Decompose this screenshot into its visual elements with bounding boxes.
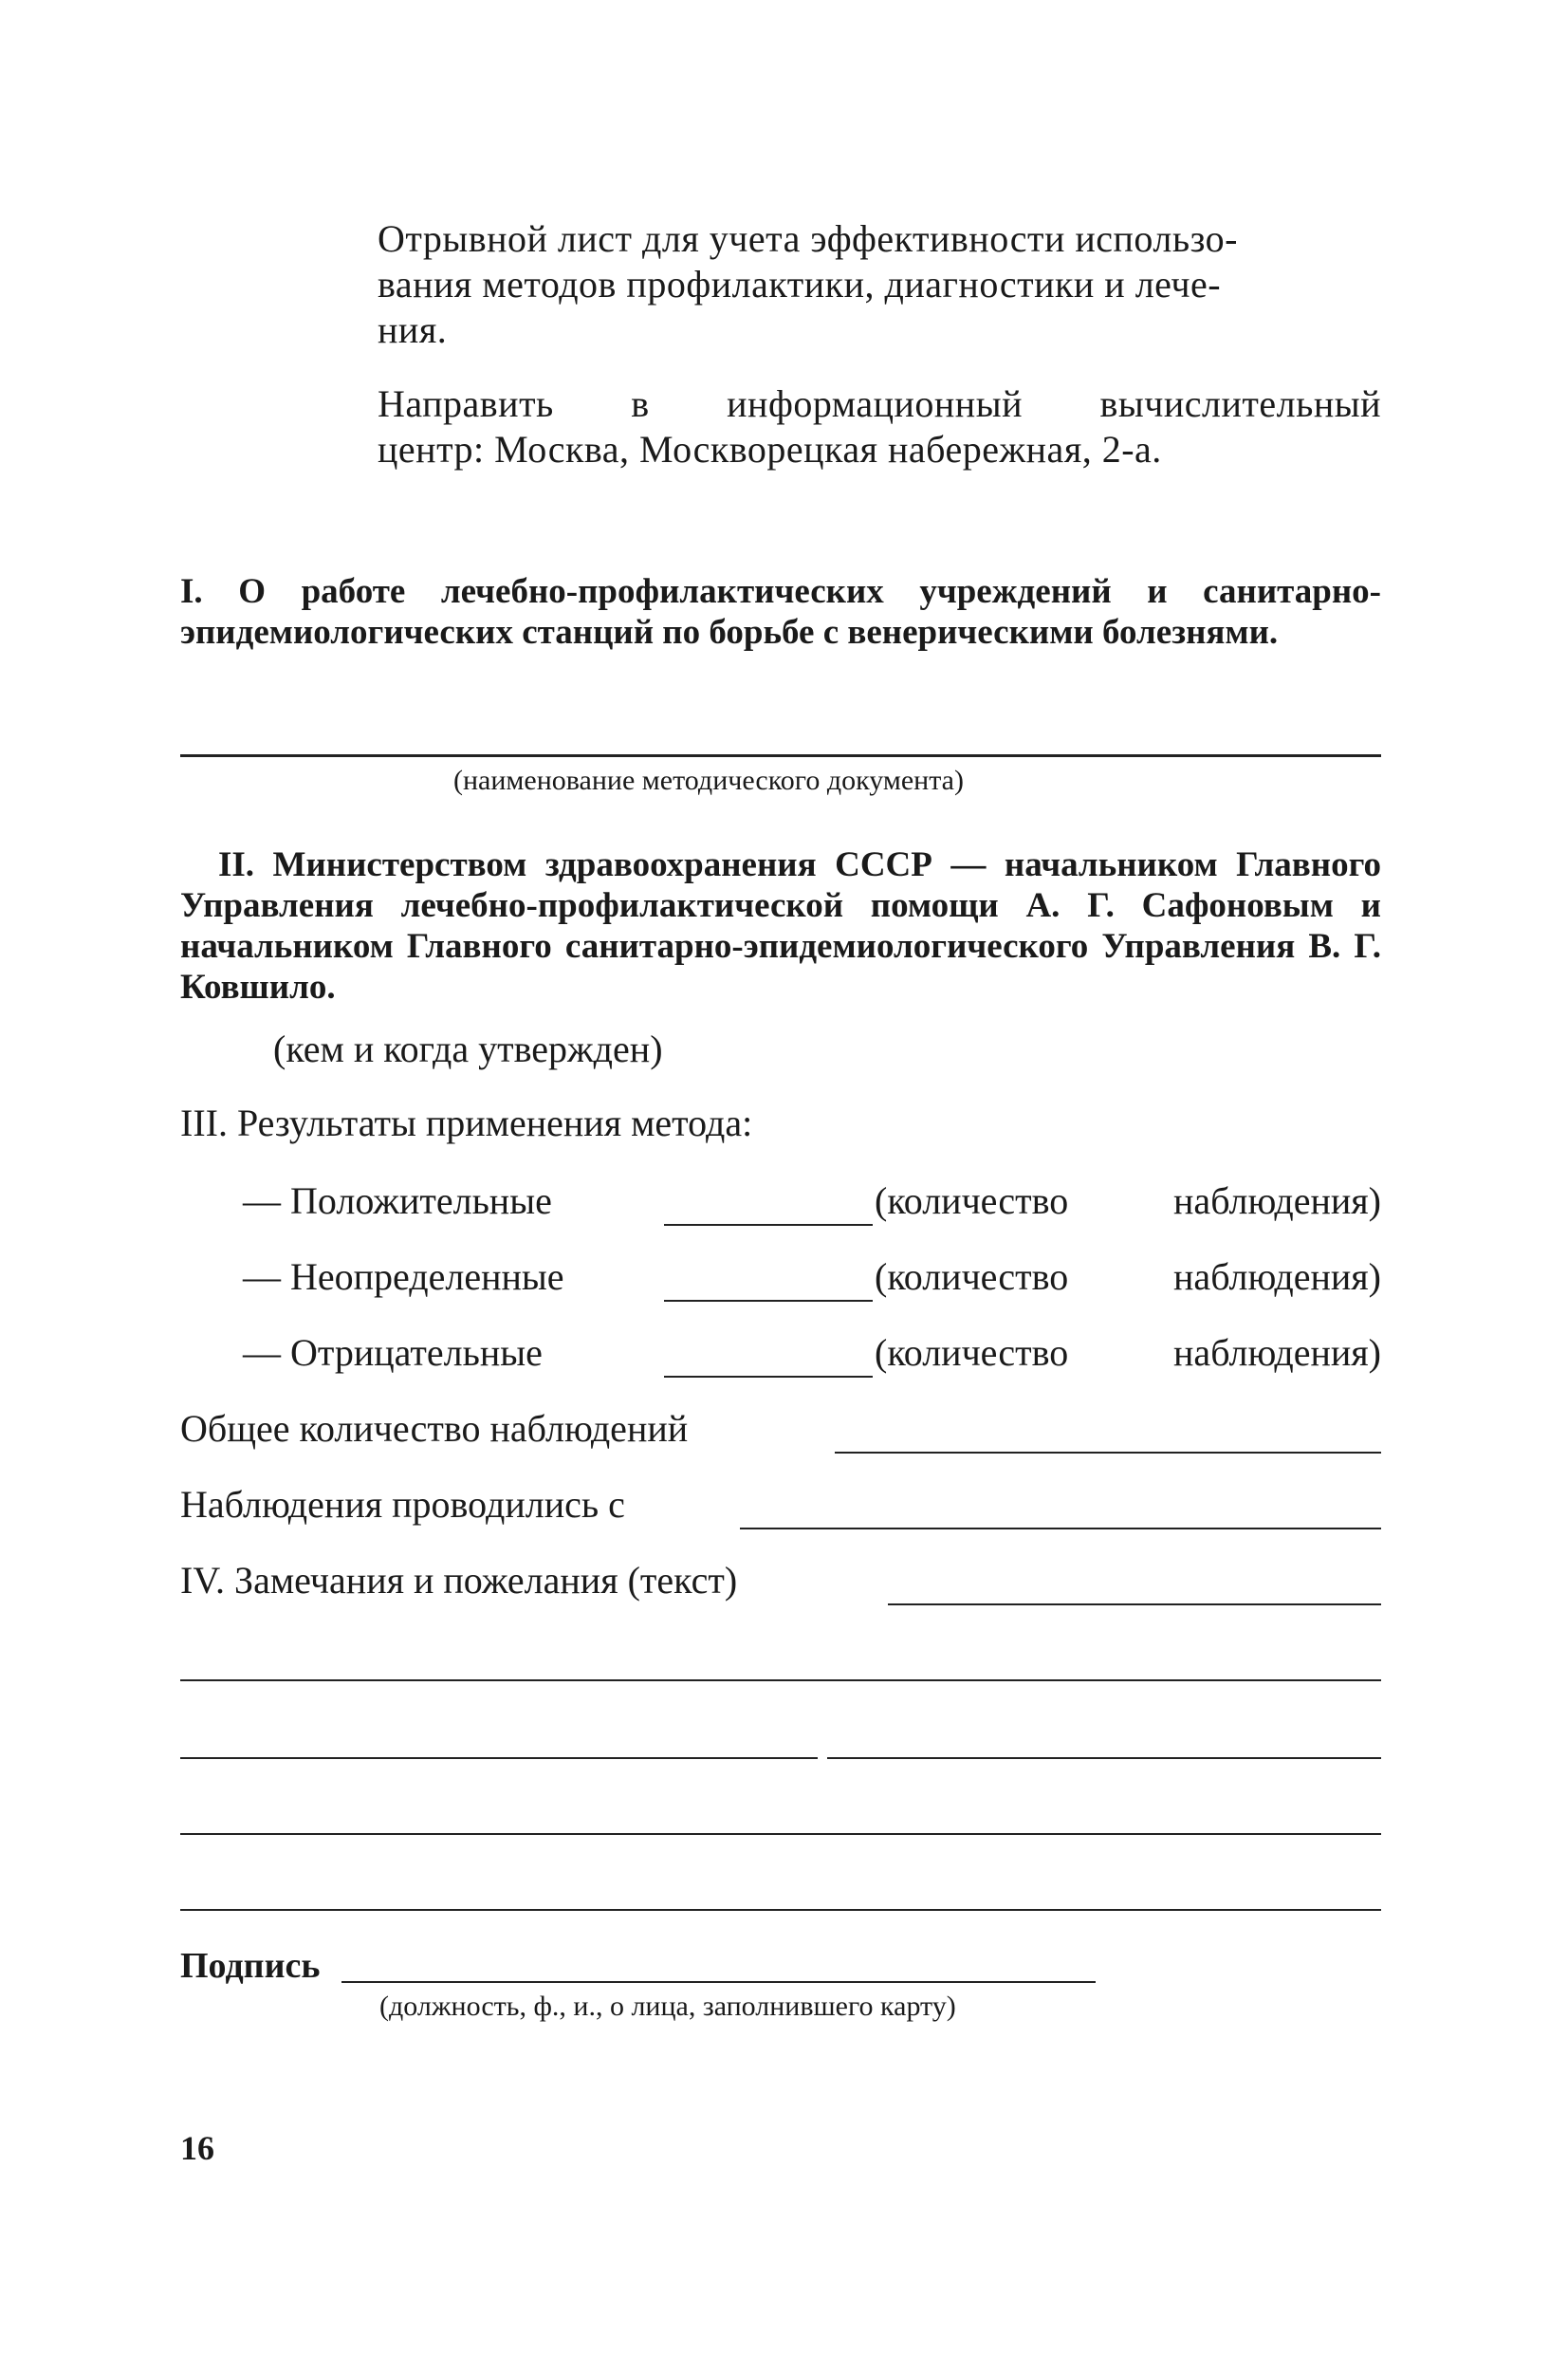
result-negative-unit: (количество наблюдения)	[875, 1331, 1381, 1374]
result-positive-field[interactable]	[664, 1224, 873, 1226]
result-positive-unit: (количество наблюдения)	[875, 1179, 1381, 1222]
remarks-field-line-5[interactable]	[180, 1909, 1381, 1911]
remarks-field-line-4[interactable]	[180, 1833, 1381, 1835]
intro-paragraph	[378, 216, 1381, 353]
section-4-heading: IV. Замечания и пожелания (текст)	[180, 1559, 738, 1602]
observation-period-field[interactable]	[740, 1528, 1381, 1529]
result-uncertain-label: — Неопределенные	[243, 1255, 564, 1298]
result-uncertain-unit: (количество наблюдения)	[875, 1255, 1381, 1298]
send-line-1: Направить в информационный вычислительный	[378, 382, 1381, 425]
total-observations-field[interactable]	[835, 1452, 1381, 1454]
result-negative-label: — Отрицательные	[243, 1331, 543, 1374]
remarks-field-line-3b[interactable]	[827, 1757, 1381, 1759]
total-observations-label: Общее количество наблюдений	[180, 1407, 689, 1450]
section-2-approval: II. Министерством здравоохранения СССР — начальником Главного Управления лечебно-профилактической помощи А. Г. Сафоновым и начальником Главного санитарно-эпидемиологического Управления В. Г. Ковшило.	[180, 845, 1381, 1007]
section-3-heading: III. Результаты применения метода:	[180, 1102, 753, 1144]
signature-caption: (должность, ф., и., о лица, заполнившего карту)	[379, 1991, 956, 2022]
signature-label: Подпись	[180, 1946, 321, 1986]
result-positive-label: — Положительные	[243, 1179, 552, 1222]
document-name-caption: (наименование методического документа)	[453, 765, 964, 796]
signature-field[interactable]	[341, 1981, 1096, 1983]
intro-line-1: Отрывной лист для учета эффективности использо-	[378, 217, 1238, 260]
intro-line-3: ния.	[378, 308, 448, 351]
send-to-paragraph	[378, 381, 1381, 472]
remarks-field-line-2[interactable]	[180, 1679, 1381, 1681]
section-1-title: I. О работе лечебно-профилактических учреждений и санитарно-эпидемиологических станций по борьбе с венерическими болезнями.	[180, 572, 1381, 652]
intro-line-2: вания методов профилактики, диагностики и лече-	[378, 263, 1222, 306]
remarks-field-line-1[interactable]	[888, 1603, 1381, 1605]
approval-caption: (кем и когда утвержден)	[273, 1028, 663, 1070]
send-line-2: центр: Москва, Москворецкая набережная, 2-а.	[378, 428, 1162, 471]
result-negative-field[interactable]	[664, 1376, 873, 1378]
result-uncertain-field[interactable]	[664, 1300, 873, 1302]
page-number: 16	[180, 2129, 214, 2167]
document-name-rule	[180, 754, 1381, 757]
remarks-field-line-3a[interactable]	[180, 1757, 818, 1759]
observation-period-label: Наблюдения проводились с	[180, 1483, 625, 1526]
